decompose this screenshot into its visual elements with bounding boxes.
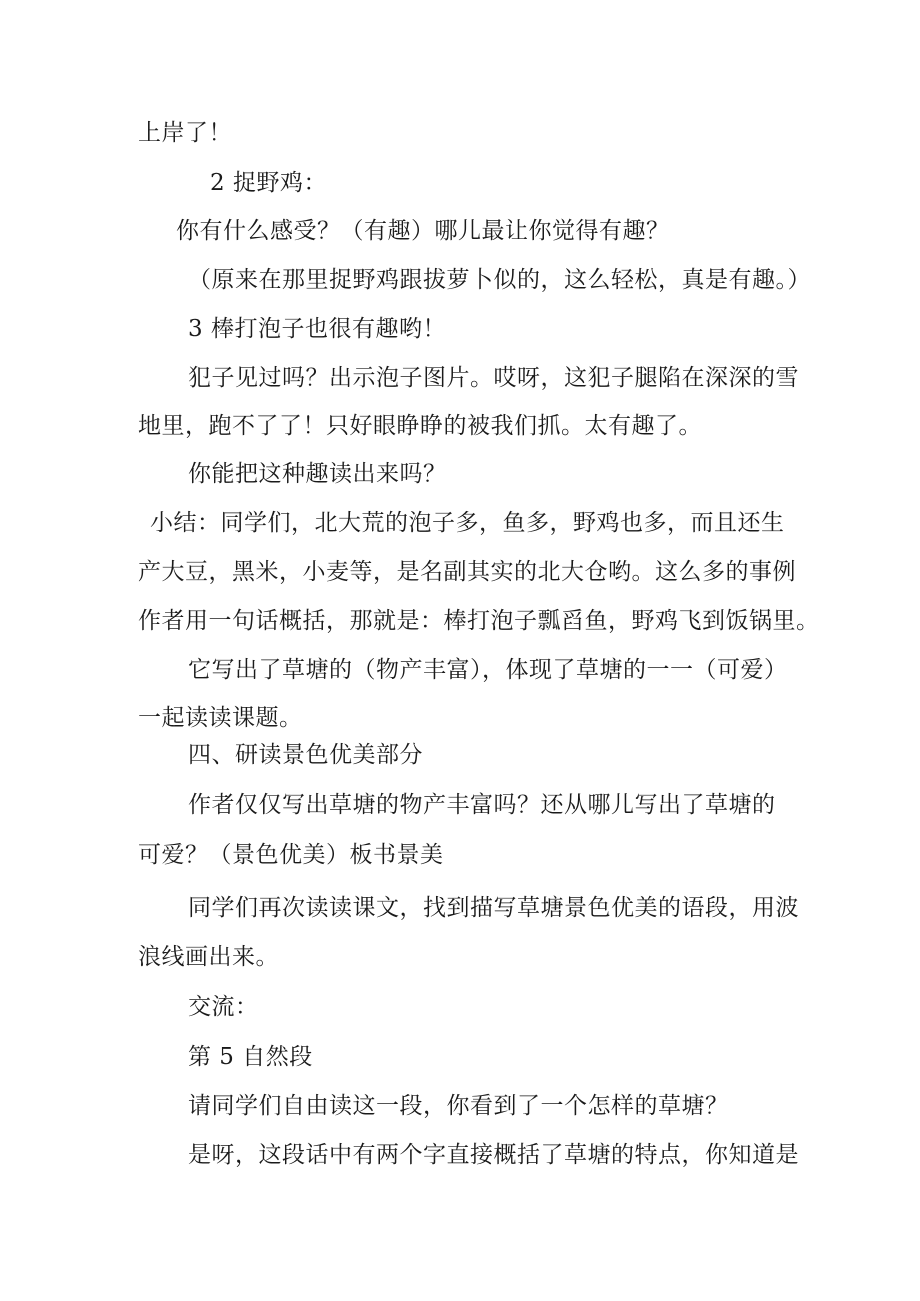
text-line-7: 地里，跑不了了！只好眼睁睁的被我们抓。太有趣了。	[138, 413, 702, 439]
text-line-15: 作者仅仅写出草塘的物产丰富吗？还从哪儿写出了草塘的	[188, 792, 776, 818]
text-line-13: 一起读读课题。	[138, 705, 303, 731]
text-line-22: 是呀，这段话中有两个字直接概括了草塘的特点，你知道是	[188, 1142, 799, 1168]
text-line-21: 请同学们自由读这一段，你看到了一个怎样的草塘？	[188, 1093, 729, 1119]
text-line-1: 上岸了！	[138, 120, 232, 146]
text-line-4: （原来在那里捉野鸡跟拔萝卜似的，这么轻松，真是有趣。）	[188, 267, 811, 293]
text-line-19: 交流：	[188, 994, 259, 1020]
text-line-3: 你有什么感受？（有趣）哪儿最让你觉得有趣？	[176, 218, 670, 244]
text-line-12: 它写出了草塘的（物产丰富），体现了草塘的一一（可爱）	[188, 657, 788, 683]
text-line-5: 3 棒打泡子也很有趣哟！	[188, 316, 446, 342]
text-line-18: 浪线画出来。	[138, 944, 279, 970]
text-line-10: 产大豆，黑米，小麦等，是名副其实的北大仓哟。这么多的事例	[138, 559, 796, 585]
text-line-2: 2 捉野鸡：	[210, 170, 327, 196]
text-line-9: 小结：同学们，北大荒的泡子多，鱼多，野鸡也多，而且还生	[150, 510, 785, 536]
text-line-6: 犯子见过吗？出示泡子图片。哎呀，这犯子腿陷在深深的雪	[188, 365, 799, 391]
text-line-11: 作者用一句话概括，那就是：棒打泡子瓢舀鱼，野鸡飞到饭锅里。	[138, 608, 820, 634]
text-line-20: 第 5 自然段	[188, 1044, 313, 1070]
text-line-16: 可爱？（景色优美）板书景美	[138, 842, 444, 868]
text-line-17: 同学们再次读读课文，找到描写草塘景色优美的语段，用波	[188, 895, 799, 921]
text-line-8: 你能把这种趣读出来吗？	[188, 461, 447, 487]
section-heading: 四、研读景色优美部分	[188, 742, 423, 768]
